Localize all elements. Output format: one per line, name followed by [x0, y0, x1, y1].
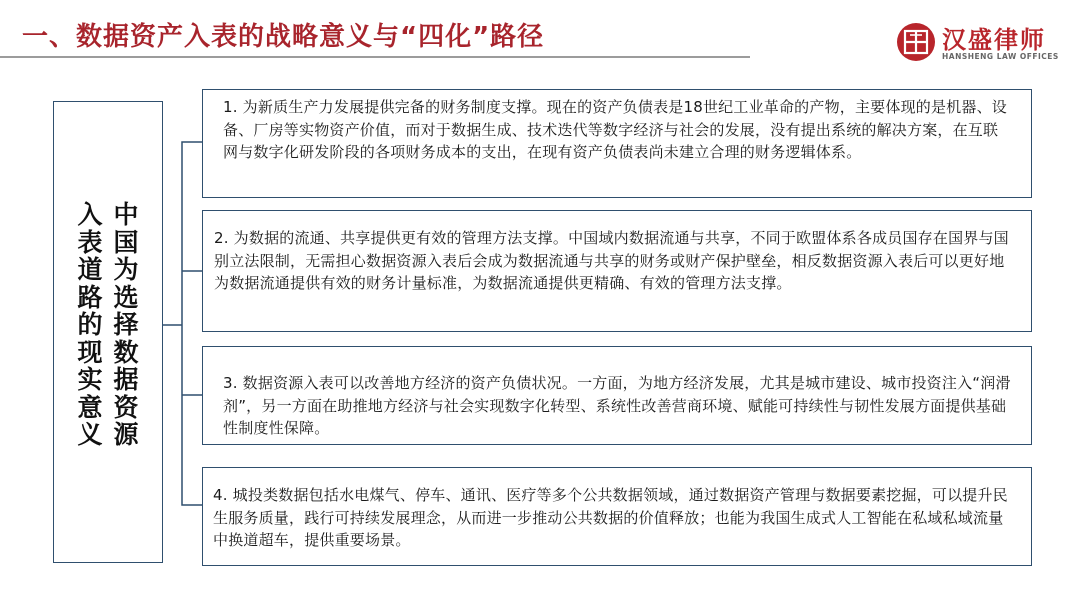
- title-divider: [0, 56, 750, 58]
- bracket-connector: [162, 95, 204, 575]
- point-card-1: [202, 89, 1032, 198]
- page-title: 一、数据资产入表的战略意义与“四化”路径: [22, 22, 545, 52]
- point-card-2: [202, 210, 1032, 332]
- law-firm-logo: [896, 20, 1066, 68]
- logo-seal-icon: [896, 22, 936, 62]
- left-summary-box: [53, 101, 163, 563]
- point-card-4: [202, 467, 1032, 566]
- point-text-1: 1. 为新质生产力发展提供完备的财务制度支撑。现在的资产负债表是18世纪工业革命的产物，主要体现的是机器、设备、厂房等实物资产价值，而对于数据生成、技术迭代等数字经济与社会的发展，没有提出系统的解决方案，在互联网与数字化研发阶段的各项财务成本的支出，在现有资产负债表尚未建立合理的财务逻辑体系。: [223, 98, 1007, 161]
- vertical-text-column-2: 入表道路的现实意义: [77, 200, 103, 449]
- point-text-3: 3. 数据资源入表可以改善地方经济的资产负债状况。一方面，为地方经济发展，尤其是城市建设、城市投资注入“润滑剂”，另一方面在助推地方经济与社会实现数字化转型、系统性改善营商环境、赋能可持续性与韧性发展方面提供基础性制度性保障。: [223, 374, 1011, 437]
- point-text-2: 2. 为数据的流通、共享提供更有效的管理方法支撑。中国域内数据流通与共享，不同于欧盟体系各成员国存在国界与国别立法限制，无需担心数据资源入表后会成为数据流通与共享的财务或财产保护壁垒，相反数据资源入表后可以更好地为数据流通提供有效的财务计量标准，为数据流通提供更精确、有效的管理方法支撑。: [214, 229, 1009, 292]
- vertical-text-column-1: 中国为选择数据资源: [113, 200, 139, 449]
- point-text-4: 4. 城投类数据包括水电煤气、停车、通讯、医疗等多个公共数据领域，通过数据资产管理与数据要素挖掘，可以提升民生服务质量，践行可持续发展理念，从而进一步推动公共数据的价值释放；也能为我国生成式人工智能在私域私域流量中换道超车，提供重要场景。: [213, 486, 1008, 549]
- logo-name-cn: 汉盛律师: [942, 26, 1046, 54]
- point-card-3: [202, 346, 1032, 445]
- logo-name-en: HANSHENG LAW OFFICES: [942, 52, 1059, 61]
